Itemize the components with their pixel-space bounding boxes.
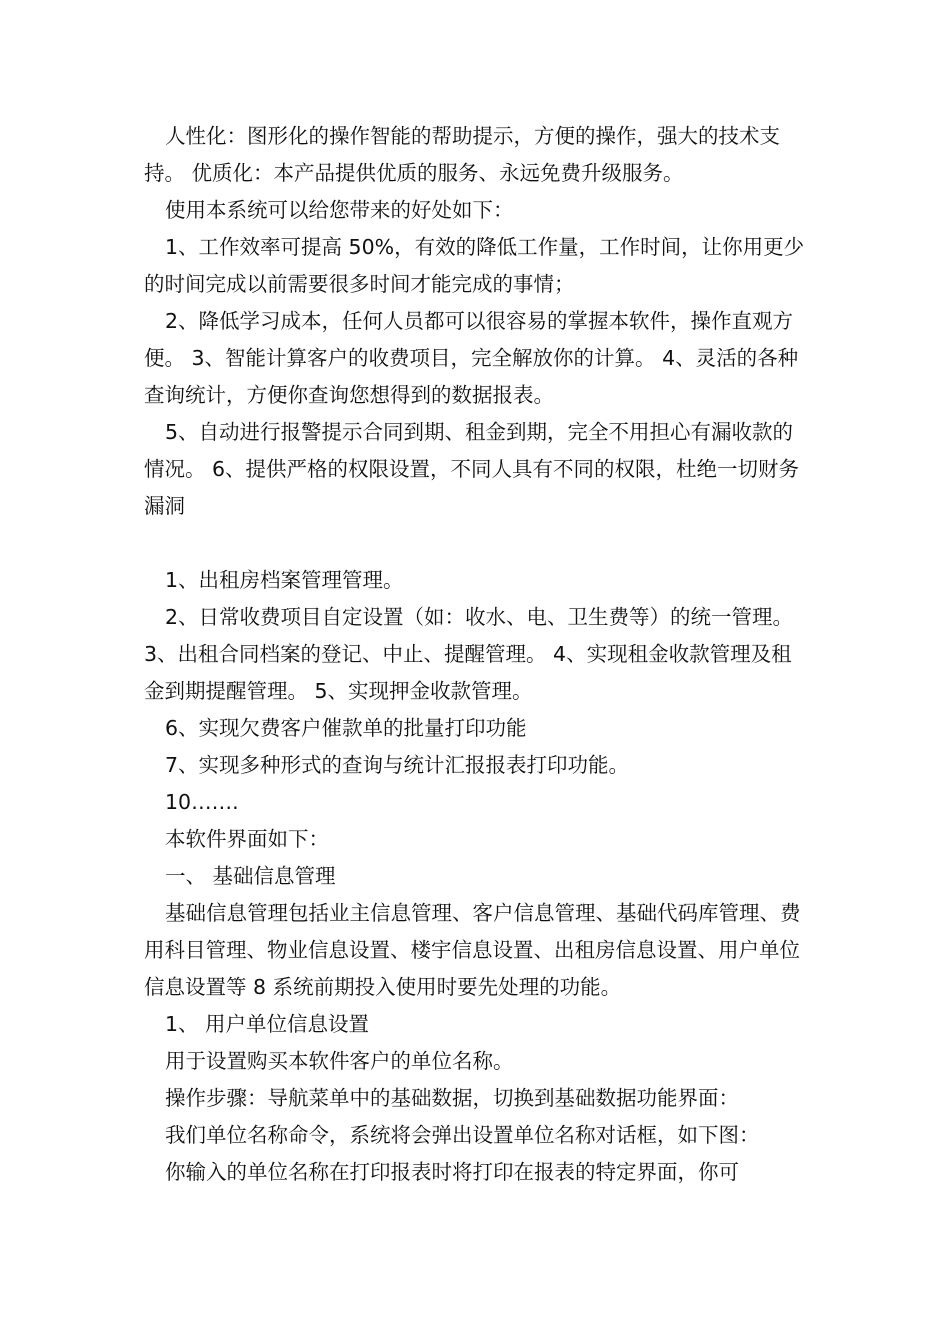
blank-line [144,525,806,562]
paragraph-humanized: 人性化：图形化的操作智能的帮助提示，方便的操作，强大的技术支持。 优质化：本产品提供优质的服务、永远免费升级服务。 [144,124,780,185]
paragraph-benefit-2-4: 2、降低学习成本，任何人员都可以很容易的掌握本软件，操作直观方便。 3、智能计算客户的收费项目，完全解放你的计算。 4、灵活的各种查询统计，方便你查询您想得到的数据报表。 [144,309,799,407]
paragraph-print-note: 你输入的单位名称在打印报表时将打印在报表的特定界面，你可 [165,1160,739,1184]
document-body [144,118,806,1191]
section-heading-basic-info: 一、 基础信息管理 [165,864,336,888]
subsection-heading-unit-settings: 1、 用户单位信息设置 [165,1012,370,1036]
paragraph-feature-2-5: 2、日常收费项目自定设置（如：收水、电、卫生费等）的统一管理。 3、出租合同档案的登记、中止、提醒管理。 4、实现租金收款管理及租金到期提醒管理。 5、实现押金收款管理。 [144,605,794,703]
paragraph-basic-info-desc: 基础信息管理包括业主信息管理、客户信息管理、基础代码库管理、费用科目管理、物业信息设置、楼宇信息设置、出租房信息设置、用户单位信息设置等 8 系统前期投入使用时要先处理的功能。 [144,901,801,999]
paragraph-feature-7: 7、实现多种形式的查询与统计汇报报表打印功能。 [165,753,630,777]
paragraph-feature-6: 6、实现欠费客户催款单的批量打印功能 [165,716,527,740]
paragraph-dialog-intro: 我们单位名称命令，系统将会弹出设置单位名称对话框，如下图： [165,1123,760,1147]
paragraph-interface-intro: 本软件界面如下： [165,827,329,851]
paragraph-operation-steps: 操作步骤：导航菜单中的基础数据，切换到基础数据功能界面： [165,1086,739,1110]
paragraph-unit-settings-desc: 用于设置购买本软件客户的单位名称。 [165,1049,514,1073]
paragraph-feature-10: 10……. [165,790,239,814]
paragraph-feature-1: 1、出租房档案管理管理。 [165,568,404,592]
paragraph-benefits-intro: 使用本系统可以给您带来的好处如下： [165,198,514,222]
paragraph-benefit-1: 1、工作效率可提高 50%，有效的降低工作量，工作时间，让你用更少的时间完成以前需要很多时间才能完成的事情； [144,235,805,296]
paragraph-benefit-5-6: 5、自动进行报警提示合同到期、租金到期，完全不用担心有漏收款的情况。 6、提供严格的权限设置，不同人具有不同的权限，杜绝一切财务漏洞 [144,420,800,518]
